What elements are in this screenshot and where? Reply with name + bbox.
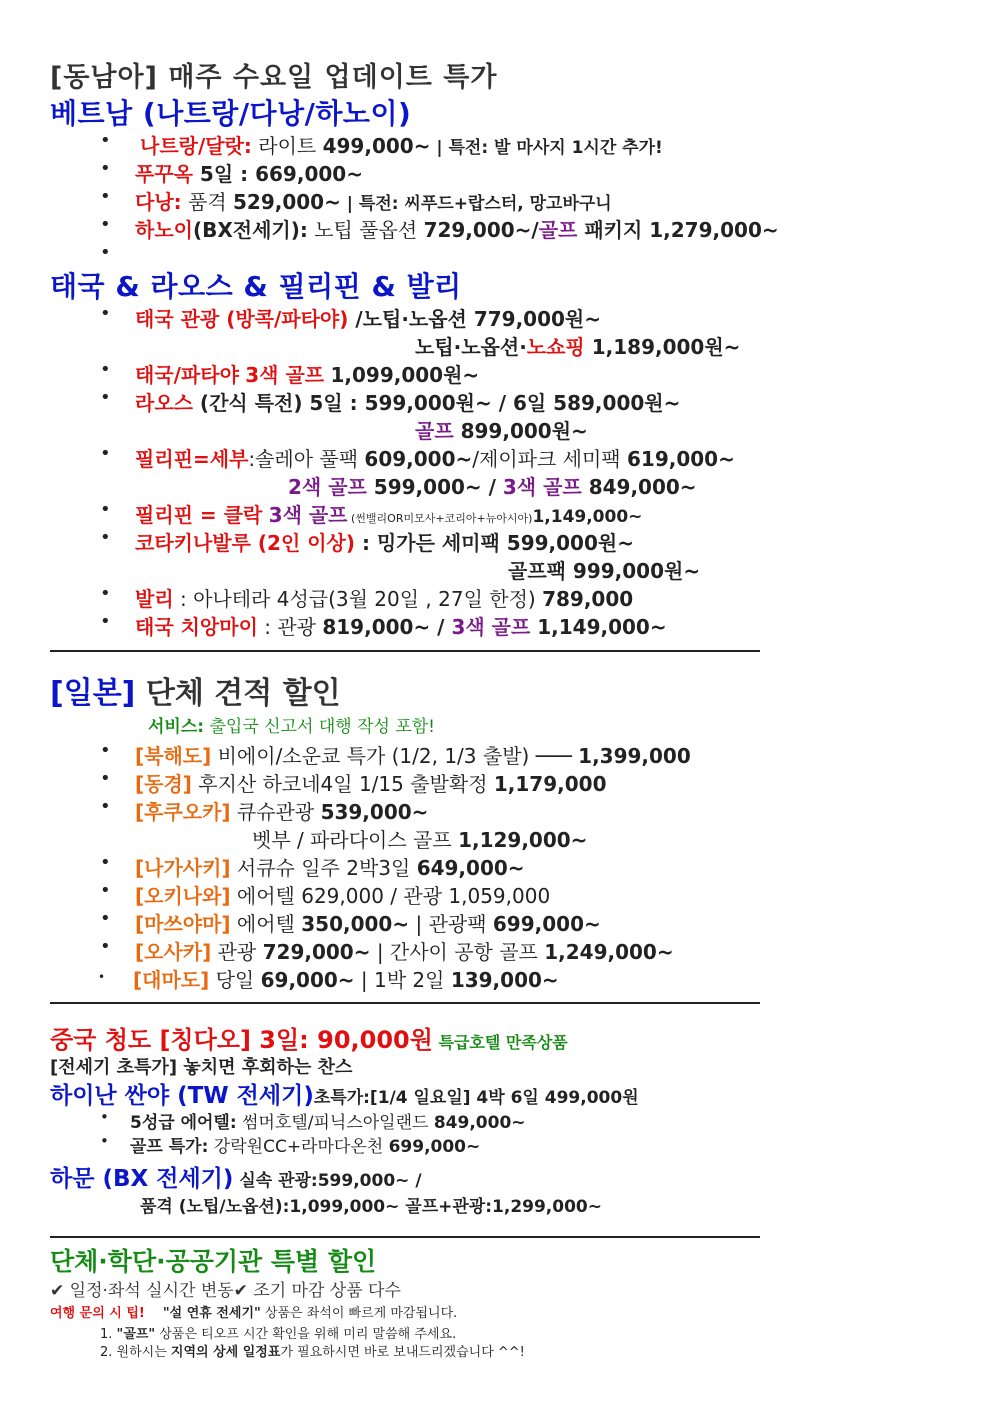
price: 1,279,000~ — [649, 218, 779, 242]
item-text: 관광 — [211, 940, 263, 964]
group-heading — [50, 1242, 376, 1278]
check-line — [50, 1276, 401, 1301]
golf-label: 2색 골프 — [288, 475, 367, 499]
note-number: 2. 원하시는 — [100, 1345, 171, 1360]
item-text: 에어텔 629,000 / 관광 1,059,000 — [230, 884, 551, 908]
bullet-icon: • — [100, 611, 111, 632]
bullet-icon: • — [100, 443, 111, 464]
note-highlight: 지역의 상세 일정표 — [170, 1345, 281, 1360]
item-text: 에어텔 — [230, 912, 302, 936]
note-highlight: "골프" — [116, 1327, 156, 1342]
thai-heading: 태국 & 라오스 & 필리핀 & 발리 — [50, 270, 462, 303]
golf-label: 골프 — [538, 218, 578, 242]
item-text: 벳부 / 파라다이스 골프 — [252, 828, 459, 852]
vietnam-heading: 베트남 (나트랑/다낭/하노이) — [50, 97, 412, 130]
tip-text: 상품은 좌석이 빠르게 마감됩니다. — [260, 1306, 458, 1321]
destination-name: 다낭: — [135, 190, 182, 214]
divider — [50, 1002, 760, 1004]
bullet-icon: • — [100, 1108, 109, 1126]
bullet-icon: • — [100, 768, 111, 789]
item-text: | 관광팩 — [409, 912, 493, 936]
charter-line — [50, 1053, 352, 1079]
bullet-icon: • — [100, 130, 111, 151]
price: 1,179,000 — [493, 772, 607, 796]
price: 69,000~ — [260, 968, 355, 992]
destination-name: 나트랑/달랏: — [140, 134, 252, 158]
price: 729,000~/ — [423, 218, 539, 242]
item-text: /제이파크 세미팩 — [472, 447, 627, 471]
item-text: : 아나테라 4성급(3월 20일 , 27일 한정) — [173, 587, 543, 611]
note-item — [100, 1323, 456, 1342]
destination-name: 코타키나발루 (2인 이상) — [135, 531, 356, 555]
item-text: 노팁·노옵션· — [415, 335, 527, 359]
note-text: 가 필요하시면 바로 보내드리겠습니다 ^^! — [280, 1345, 525, 1360]
region-name: [오키나와] — [135, 884, 231, 908]
item-text: 노팁 풀옵션 — [307, 218, 424, 242]
bullet-icon: • — [100, 796, 111, 817]
destination-name: 필리핀 = 클락 — [135, 503, 263, 527]
price: 819,000~ / — [322, 615, 452, 639]
xiamen-text: 품격 (노팁/노옵션):1,099,000~ 골프+관광:1,299,000~ — [140, 1197, 602, 1217]
destination-name: 필리핀=세부 — [135, 447, 249, 471]
item-text: | 간사이 공항 골프 — [370, 940, 545, 964]
item-text: 당일 — [209, 968, 261, 992]
tip-label: 여행 문의 시 팁! — [50, 1306, 145, 1321]
region-name: [동경] — [135, 772, 192, 796]
region-name: [마쓰야마] — [135, 912, 231, 936]
page-title: [동남아] 매주 수요일 업데이트 특가 — [50, 62, 498, 93]
price: 1,149,000~ — [532, 507, 643, 527]
destination-name: 발리 — [135, 587, 174, 611]
xiamen-continuation — [140, 1192, 602, 1217]
price: 609,000~ — [364, 447, 473, 471]
service-text: 출입국 신고서 대행 작성 포함! — [204, 717, 435, 737]
xiamen-line — [50, 1160, 422, 1193]
item-text: 후지산 하코네4일 1/15 출발확정 — [191, 772, 494, 796]
golf-label: 골프 — [415, 419, 454, 443]
region-name: [나가사키] — [135, 856, 231, 880]
destination-name: 태국 치앙마이 — [135, 615, 258, 639]
japan-heading-text: 단체 견적 할인 — [135, 676, 341, 711]
note: | 특전: 씨푸드+랍스터, 망고바구니 — [340, 194, 612, 214]
item-text: :솔레아 풀팩 — [248, 447, 365, 471]
item-text: : 관광 — [257, 615, 323, 639]
bullet-icon: • — [100, 1132, 109, 1150]
note-number: 1. — [100, 1327, 117, 1342]
price: 669,000~ — [255, 162, 363, 186]
service-note — [148, 712, 435, 737]
price: 849,000~ — [581, 475, 697, 499]
bullet-icon: • — [100, 527, 111, 548]
price: 599,000~ / — [366, 475, 503, 499]
region-name: [오사카] — [135, 940, 212, 964]
price: 849,000~ — [433, 1113, 526, 1133]
item-text: (간식 특전) 5일 : 599,000원~ / 6일 589,000원~ — [192, 391, 681, 415]
bullet-icon: • — [100, 214, 111, 235]
item-text: : 밍가든 세미팩 599,000원~ — [355, 531, 634, 555]
price: 699,000~ — [492, 912, 601, 936]
item-text: 큐슈관광 — [230, 800, 321, 824]
destination-name: 태국/파타야 — [135, 363, 239, 387]
list-item-continuation — [508, 555, 700, 584]
item-text: 라이트 — [251, 134, 323, 158]
region-name: [후쿠오카] — [135, 800, 231, 824]
qingdao-line — [50, 1020, 568, 1055]
price: 529,000~ — [233, 190, 341, 214]
bullet-icon: • — [100, 499, 111, 520]
item-text: 품격 — [181, 190, 233, 214]
item-text: 비에이/소운쿄 특가 (1/2, 1/3 출발) ─── — [211, 744, 579, 768]
bullet-icon: • — [98, 970, 106, 984]
list-item-continuation — [415, 415, 588, 444]
hainan-text: 초특가:[1/4 일요일] 4박 6일 499,000원 — [313, 1088, 639, 1108]
qingdao-title: 중국 청도 [칭다오] 3일: 90,000원 — [50, 1026, 433, 1054]
charter-text: [전세기 초특가] 놓치면 후회하는 찬스 — [50, 1057, 353, 1078]
item-label: 5성급 에어텔: — [130, 1113, 237, 1133]
price: 1,149,000~ — [530, 615, 667, 639]
price: 139,000~ — [450, 968, 559, 992]
bullet-icon: • — [100, 740, 111, 761]
golf-label: 3색 골프 — [245, 363, 325, 387]
divider — [50, 650, 760, 652]
bullet-icon: • — [100, 908, 111, 929]
bullet-icon: • — [100, 359, 111, 380]
hainan-title: 하이난 싼야 (TW 전세기) — [50, 1083, 314, 1109]
destination-name: 태국 관광 (방콕/파타야) — [135, 307, 349, 331]
xiamen-text: 실속 관광:599,000~ / — [233, 1171, 422, 1191]
note-item — [100, 1341, 525, 1360]
price: 649,000~ — [416, 856, 525, 880]
item-text: 강락원CC+라마다온천 — [208, 1137, 389, 1157]
bullet-icon: • — [100, 242, 111, 263]
bullet-icon: • — [100, 880, 111, 901]
bullet-icon: • — [100, 852, 111, 873]
japan-heading-tag: [일본] — [50, 676, 136, 711]
bullet-icon: • — [100, 387, 111, 408]
item-text: 서큐슈 일주 2박3일 — [230, 856, 417, 880]
course-note: (썬밸리OR미모사+코리아+뉴아시아) — [347, 512, 533, 525]
check-text: ✔ 일정·좌석 실시간 변동✔ 조기 마감 상품 다수 — [50, 1281, 401, 1301]
bullet-icon: • — [100, 158, 111, 179]
tip-highlight: "설 연휴 전세기" — [162, 1306, 261, 1321]
price: 699,000~ — [388, 1137, 481, 1157]
list-item-continuation — [288, 471, 697, 500]
tip-line — [50, 1302, 457, 1321]
item-text: /노팁·노옵션 779,000원~ — [348, 307, 602, 331]
destination-name: 하노이 — [135, 218, 193, 242]
item-text: 골프팩 999,000원~ — [508, 559, 701, 583]
xiamen-title: 하문 (BX 전세기) — [50, 1166, 234, 1192]
price: 899,000원~ — [453, 419, 588, 443]
item-label: 골프 특가: — [130, 1137, 209, 1157]
service-label: 서비스: — [148, 717, 205, 737]
bullet-icon: • — [100, 303, 111, 324]
golf-label: 3색 골프 — [502, 475, 582, 499]
bullet-icon: • — [100, 186, 111, 207]
price: 1,399,000 — [578, 744, 691, 768]
price: 619,000~ — [626, 447, 735, 471]
carrier: (BX전세기): — [192, 218, 308, 242]
hainan-line — [50, 1077, 639, 1110]
price: 1,189,000원~ — [584, 335, 741, 359]
price: 729,000~ — [262, 940, 371, 964]
price: 350,000~ — [301, 912, 410, 936]
item-text: 5일 : — [192, 162, 256, 186]
bullet-icon: • — [100, 583, 111, 604]
price: 539,000~ — [320, 800, 429, 824]
item-text: 패키지 — [577, 218, 650, 242]
golf-label: 3색 골프 — [268, 503, 348, 527]
price: 1,249,000~ — [544, 940, 674, 964]
japan-heading — [50, 668, 341, 712]
note: | 특전: 발 마사지 1시간 추가! — [430, 138, 663, 158]
divider — [50, 1236, 760, 1238]
region-name: [대마도] — [133, 968, 210, 992]
destination-name: 푸꾸옥 — [135, 162, 193, 186]
price: 789,000 — [542, 587, 634, 611]
bullet-icon: • — [100, 936, 111, 957]
item-text: 썸머호텔/피닉스아일랜드 — [236, 1113, 434, 1133]
destination-name: 라오스 — [135, 391, 193, 415]
price: 1,099,000원~ — [330, 363, 480, 387]
item-text: | 1박 2일 — [354, 968, 451, 992]
group-title: 단체·학단·공공기관 특별 할인 — [50, 1247, 377, 1276]
note-text: 상품은 티오프 시간 확인을 위해 미리 말씀해 주세요. — [155, 1327, 457, 1342]
no-shopping-label: 노쇼핑 — [526, 335, 585, 359]
list-item-continuation — [415, 331, 740, 360]
price: 499,000~ — [322, 134, 431, 158]
price: 1,129,000~ — [458, 828, 588, 852]
list-item-continuation — [252, 824, 587, 853]
region-name: [북해도] — [135, 744, 212, 768]
qingdao-note: 특급호텔 만족상품 — [432, 1033, 568, 1052]
golf-label: 3색 골프 — [451, 615, 531, 639]
